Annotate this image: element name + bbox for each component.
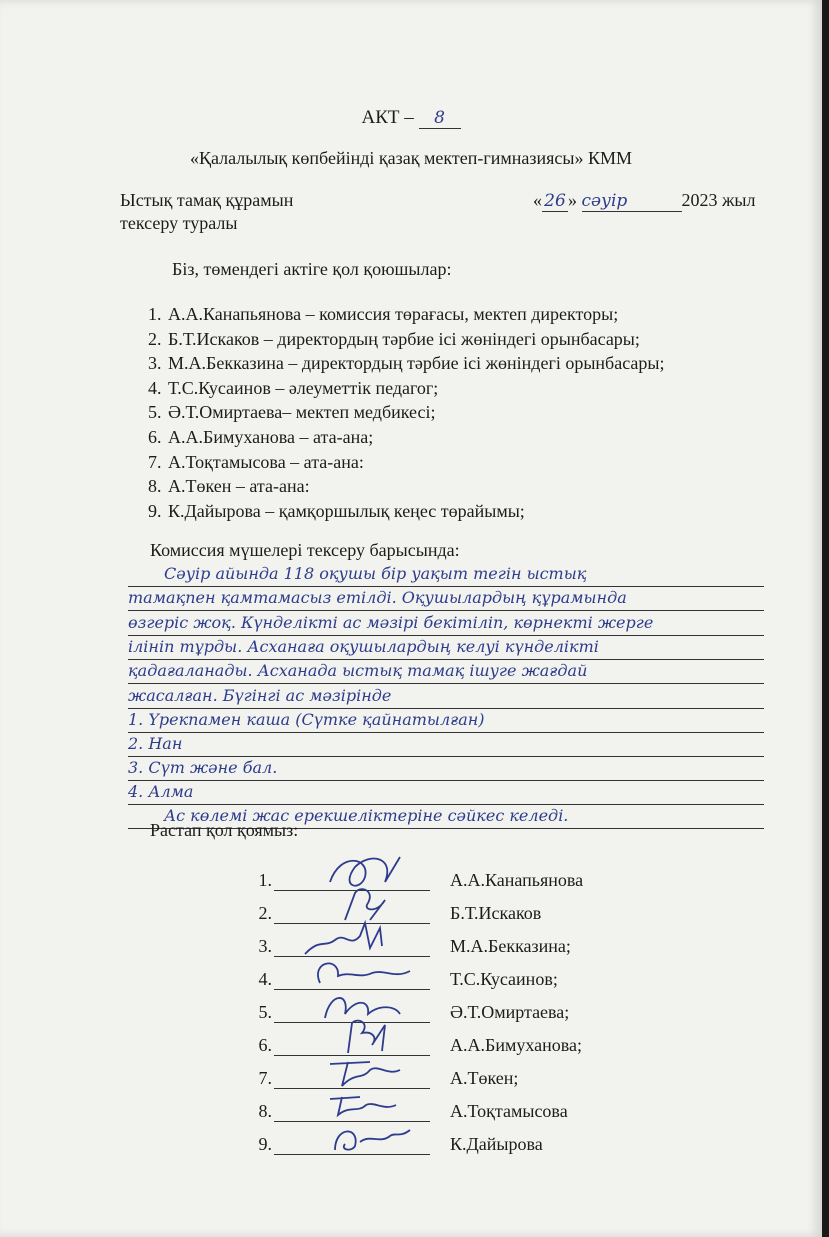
signatory-name: К.Дайырова (450, 1134, 543, 1154)
signature-number: 3. (258, 936, 272, 956)
signature-number: 8. (258, 1101, 272, 1121)
finding-line: тамақпен қамтамасыз етілді. Оқушылардың құрамында (128, 588, 627, 607)
member-item: 4. Т.С.Кусаинов – әлеуметтік педагог; (166, 376, 665, 401)
finding-line: 4. Алма (128, 782, 194, 801)
date-day: 26 (542, 191, 568, 212)
date-line (533, 190, 756, 212)
signature-number: 7. (258, 1068, 272, 1088)
signatory-name: А.Тоқтамысова (450, 1101, 568, 1121)
subject-line-1: Ыстық тамақ құрамын (120, 190, 294, 210)
signature-number: 5. (258, 1002, 272, 1022)
subject-line-2: тексеру туралы (120, 213, 238, 233)
signature-number: 1. (258, 870, 272, 890)
finding-line: Сәуір айында 118 оқушы бір уақыт тегін ыстық (164, 564, 587, 583)
member-item: 9. К.Дайырова – қамқоршылық кеңес төрайымы; (166, 499, 665, 524)
finding-line: қадағаланады. Асханада ыстық тамақ ішуге жағдай (128, 661, 588, 680)
date-month: сәуір (582, 191, 682, 212)
date-open-quote: « (533, 190, 542, 210)
signatory-name: А.А.Бимуханова; (450, 1035, 582, 1055)
member-item: 7. А.Тоқтамысова – ата-ана: (166, 450, 665, 475)
date-close-quote: » (568, 190, 577, 210)
member-item: 8. А.Төкен – ата-ана: (166, 474, 665, 499)
organization-name: «Қалалылық көпбейінді қазақ мектеп-гимназиясы» КММ (190, 148, 632, 168)
members-list (140, 302, 665, 523)
date-year: 2023 жыл (681, 190, 756, 210)
signatory-name: Т.С.Кусаинов; (450, 969, 558, 989)
finding-line: 2. Нан (128, 734, 183, 753)
finding-line: ілініп тұрды. Асханаға оқушылардың келуі күнделікті (128, 637, 599, 656)
finding-line: жасалған. Бүгінгі ас мәзірінде (128, 686, 392, 705)
member-item: 5. Ә.Т.Омиртаева– мектеп медбикесі; (166, 400, 665, 425)
member-item: 2. Б.Т.Искаков – директордың тәрбие ісі жөніндегі орынбасары; (166, 327, 665, 352)
signature-number: 6. (258, 1035, 272, 1055)
act-prefix: АКТ – (361, 107, 414, 128)
signatory-name: Б.Т.Искаков (450, 903, 542, 923)
intro-text: Біз, төмендегі актіге қол қоюшылар: (172, 259, 452, 279)
member-item: 3. М.А.Бекказина – директордың тәрбие ісі жөніндегі орынбасары; (166, 351, 665, 376)
signature-number: 9. (258, 1134, 272, 1154)
signatory-name: А.Төкен; (450, 1068, 519, 1088)
signature-number: 2. (258, 903, 272, 923)
act-title (0, 107, 822, 129)
signatory-name: Ә.Т.Омиртаева; (450, 1002, 570, 1022)
commission-heading: Комиссия мүшелері тексеру барысында: (150, 540, 460, 560)
finding-line: Ас көлемі жас ерекшеліктеріне сәйкес келеді. (164, 806, 569, 825)
act-number: 8 (419, 108, 461, 129)
finding-line: өзгеріс жоқ. Күнделікті ас мәзірі бекітіліп, көрнекті жерге (128, 613, 654, 632)
signature-number: 4. (258, 969, 272, 989)
handwritten-signature (300, 1116, 420, 1160)
signatory-name: А.А.Канапьянова (450, 870, 584, 890)
confirm-heading: Растап қол қоямыз: (150, 820, 299, 840)
member-item: 1. А.А.Канапьянова – комиссия төрағасы, мектеп директоры; (166, 302, 665, 327)
signatory-name: М.А.Бекказина; (450, 936, 571, 956)
member-item: 6. А.А.Бимуханова – ата-ана; (166, 425, 665, 450)
finding-line: 3. Сүт және бал. (128, 758, 278, 777)
finding-line: 1. Үрекпамен каша (Сүтке қайнатылған) (128, 710, 485, 729)
